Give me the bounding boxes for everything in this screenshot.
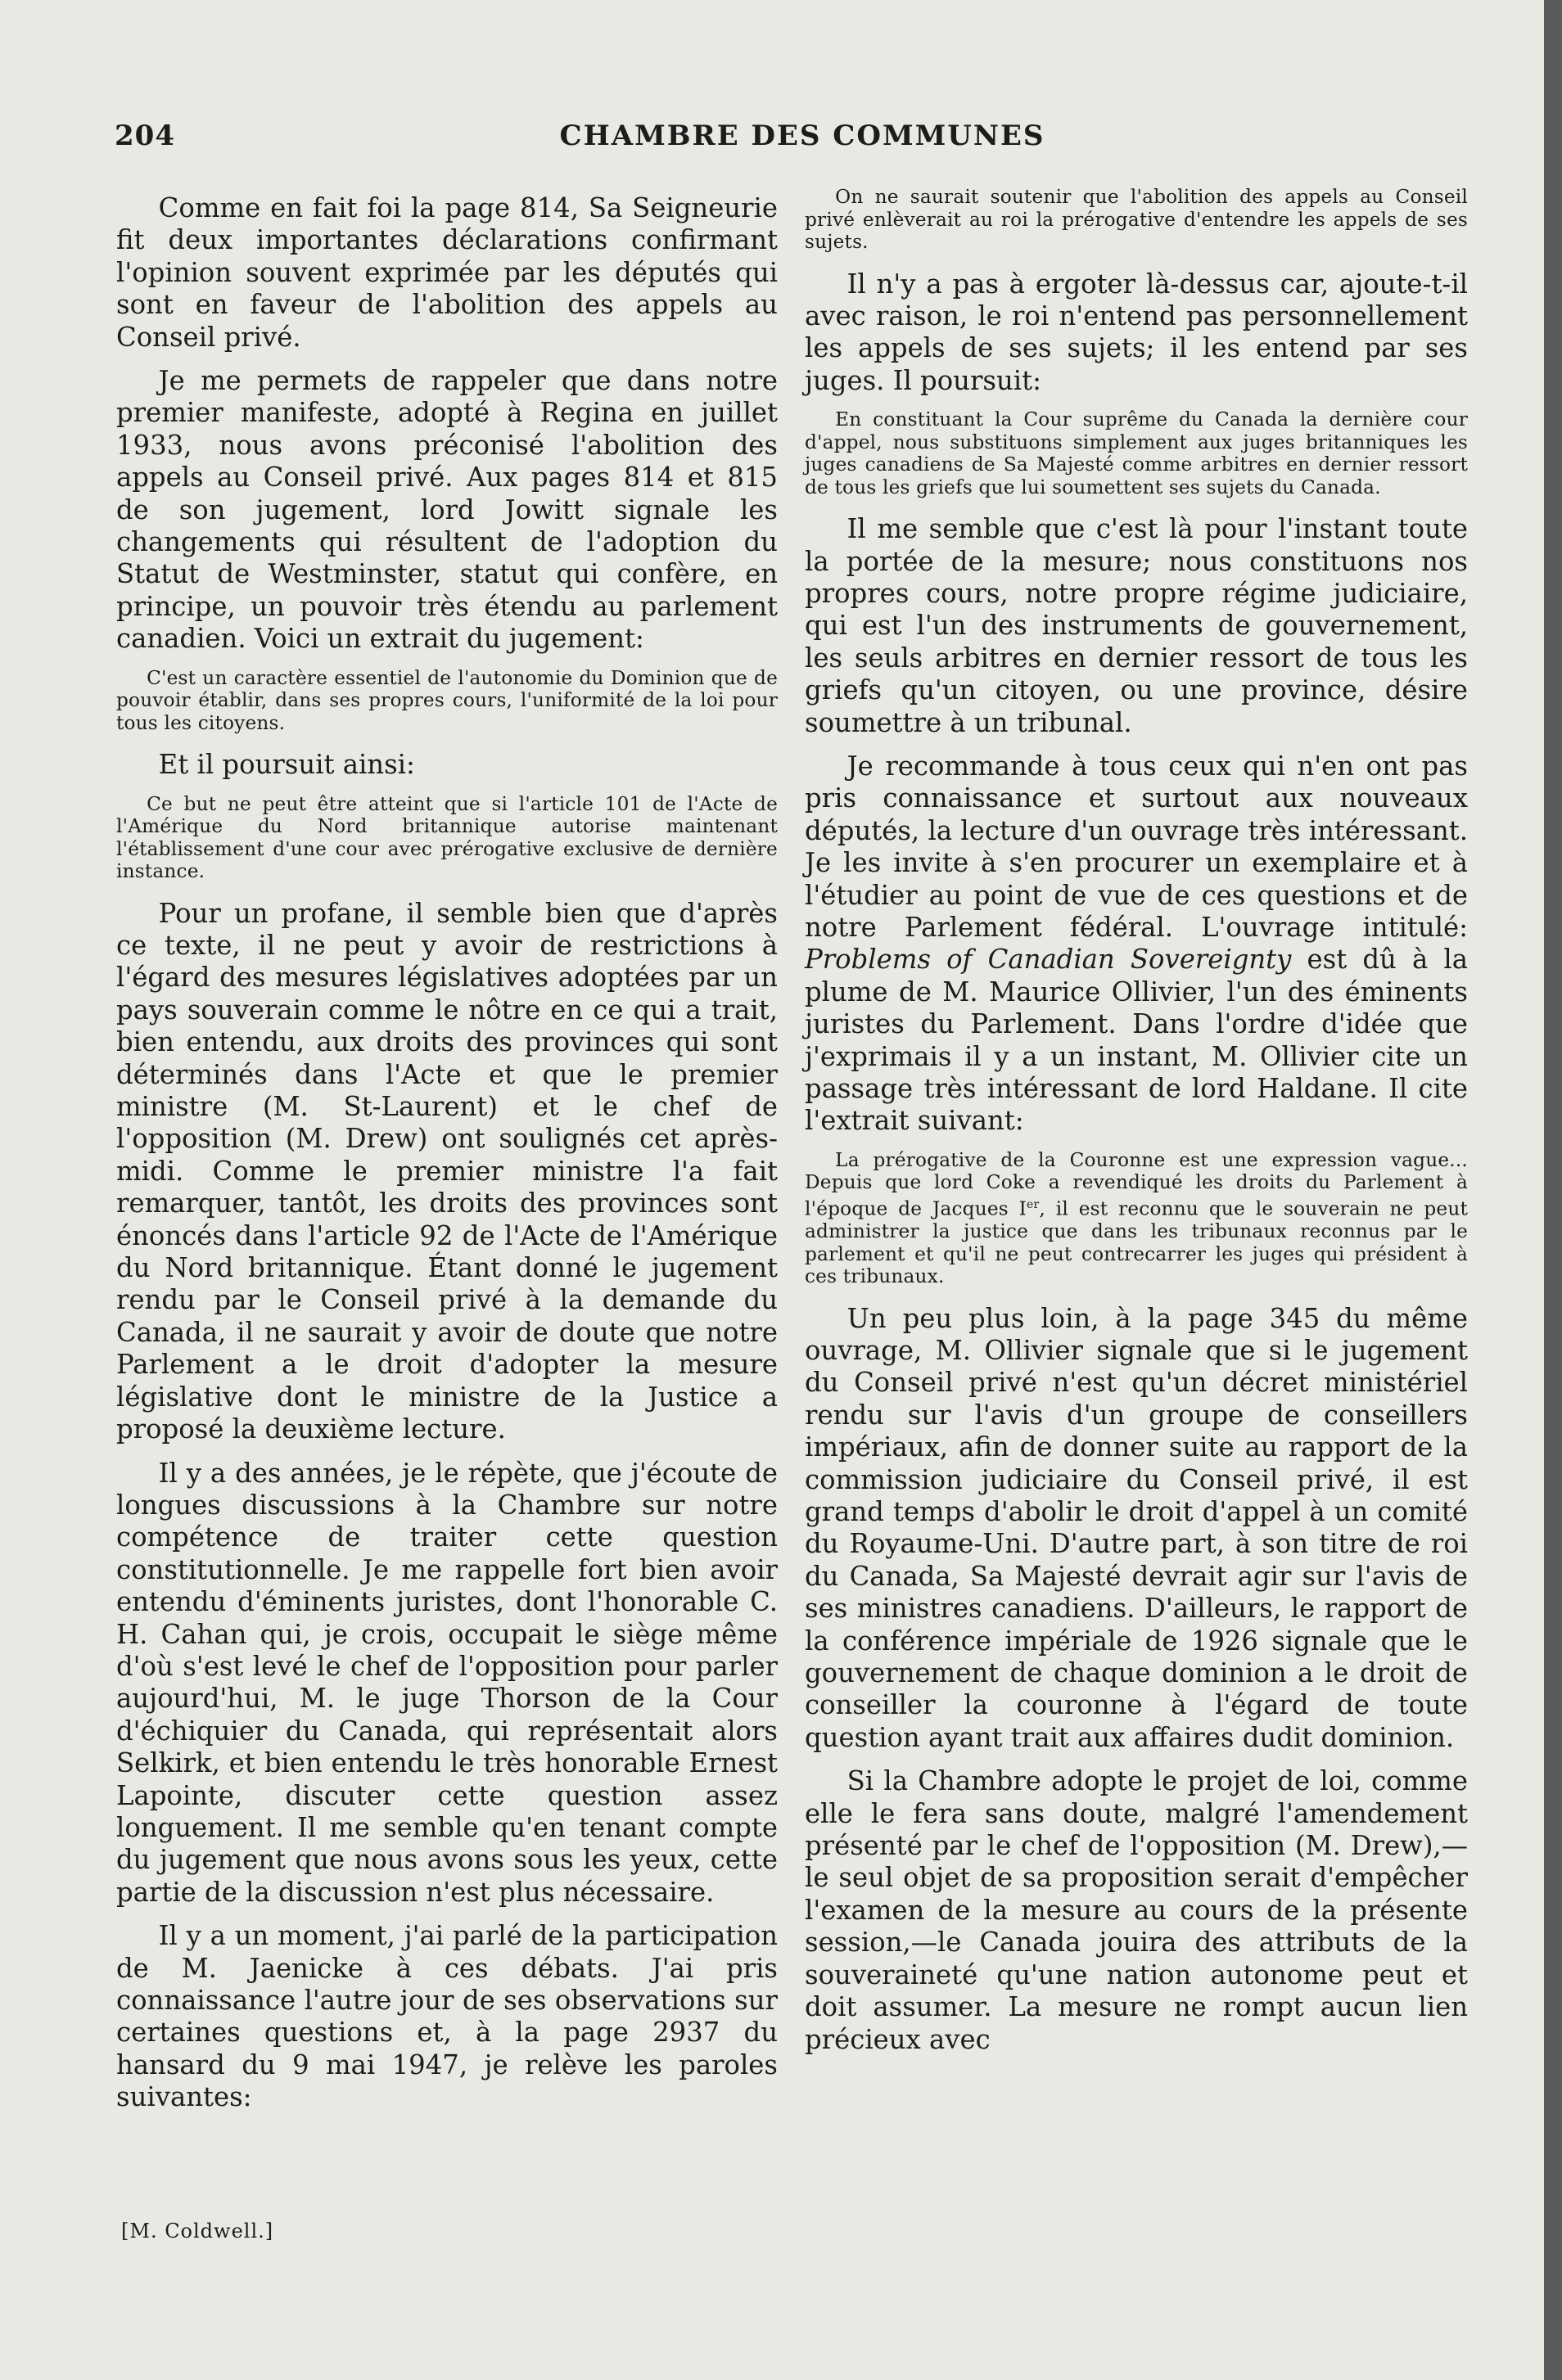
speaker-footer: [M. Coldwell.] [121,2220,274,2243]
paragraph: Et il poursuit ainsi: [158,749,415,781]
block-quote: En constituant la Cour suprême du Canada la dernière cour d'appel, nous substituons simplement aux juges britanniques les juges canadiens de Sa Majesté comme arbitres en dernier ressort de tous les griefs que lui soumettent ses sujets du Canada. [805,408,1468,498]
paragraph: Un peu plus loin, à la page 345 du même ouvrage, M. Ollivier signale que si le jugement du Conseil privé n'est qu'un décret ministériel rendu sur l'avis d'un groupe de conseillers impériaux, afin de donner suite au rapport de la commission judiciaire du Conseil privé, il est grand temps d'abolir le droit d'appel à un comité du Royaume-Uni. D'autre part, à son titre de roi du Canada, Sa Majesté devrait agir sur l'avis de ses ministres canadiens. D'ailleurs, le rapport de la conférence impériale de 1926 signale que le gouvernement de chaque dominion a le droit de conseiller la couronne à l'égard de toute question ayant trait aux affaires dudit dominion. [805,1302,1468,1753]
paragraph [805,751,1468,1138]
superscript: er [1027,1197,1040,1211]
paragraph: Il y a un moment, j'ai parlé de la participation de M. Jaenicke à ces débats. J'ai pris connaissance l'autre jour de ses observations sur certaines questions et, à la page 2937 du hansard du 9 mai 1947, je relève les paroles suivantes: [116,1920,778,2113]
block-quote: C'est un caractère essentiel de l'autonomie du Dominion que de pouvoir établir, dans ses propres cours, l'uniformité de la loi pour tous les citoyens. [116,666,778,734]
right-column [805,186,1468,2067]
scan-edge [1544,0,1562,2380]
paragraph: Comme en fait foi la page 814, Sa Seigneurie fit deux importantes déclarations confirmant l'opinion souvent exprimée par les députés qui sont en faveur de l'abolition des appels au Conseil privé. [116,192,778,353]
paragraph: Il n'y a pas à ergoter là-dessus car, ajoute-t-il avec raison, le roi n'entend pas personnellement les appels de ses sujets; il les entend par ses juges. Il poursuit: [805,268,1468,396]
left-column [116,192,778,2125]
page-number: 204 [115,119,175,152]
block-quote: Ce but ne peut être atteint que si l'article 101 de l'Acte de l'Amérique du Nord britannique autorise maintenant l'établissement d'une cour avec prérogative exclusive de dernière instance. [116,792,778,883]
paragraph: Il y a des années, je le répète, que j'écoute de longues discussions à la Chambre sur notre compétence de traiter cette question constitutionnelle. Je me rappelle fort bien avoir entendu d'éminents juristes, dont l'honorable C. H. Cahan qui, je crois, occupait le siège même d'où s'est levé le chef de l'opposition pour parler aujourd'hui, M. le juge Thorson de la Cour d'échiquier du Canada, qui représentait alors Selkirk, et bien entendu le très honorable Ernest Lapointe, discuter cette question assez longuement. Il me semble qu'en tenant compte du jugement que nous avons sous les yeux, cette partie de la discussion n'est plus nécessaire. [116,1457,778,1908]
block-quote [805,1149,1468,1288]
paragraph: Si la Chambre adopte le projet de loi, comme elle le fera sans doute, malgré l'amendement présenté par le chef de l'opposition (M. Drew),—le seul objet de sa proposition serait d'empêcher l'examen de la mesure au cours de la présente session,—le Canada jouira des attributs de la souveraineté qu'une nation autonome peut et doit assumer. La mesure ne rompt aucun lien précieux avec [805,1765,1468,2055]
paragraph: Je me permets de rappeler que dans notre premier manifeste, adopté à Regina en juillet 1933, nous avons préconisé l'abolition des appels au Conseil privé. Aux pages 814 et 815 de son jugement, lord Jowitt signale les changements qui résultent de l'adoption du Statut de Westminster, statut qui confère, en principe, un pouvoir très étendu au parlement canadien. Voici un extrait du jugement: [116,365,778,655]
block-quote: On ne saurait soutenir que l'abolition des appels au Conseil privé enlèverait au roi la prérogative d'entendre les appels de ses sujets. [805,186,1468,253]
paragraph-text: est dû à la plume de M. Maurice Ollivier, l'un des éminents juristes du Parlement. Dans l'ordre d'idée que j'exprimais il y a un instant, M. Ollivier cite un passage très intéressant de lord Haldane. Il cite l'extrait suivant: [805,944,1468,1137]
paragraph-text: Je recommande à tous ceux qui n'en ont pas pris connaissance et surtout aux nouveaux députés, la lecture d'un ouvrage très intéressant. Je les invite à s'en procurer un exemplaire et à l'étudier au point de vue de ces questions et de notre Parlement fédéral. L'ouvrage intitulé: [805,750,1468,943]
page-header [115,119,1424,162]
quote-text: La prérogative de la Couronne est une expression vague... Depuis que lord Coke a revendiqué les droits du Parlement à l'époque de Jacques I [805,1148,1468,1220]
quote-text: , il est reconnu que le souverain ne peut administrer la justice que dans les tribunaux reconnus par le parlement et qu'il ne peut contrecarrer les juges qui président à ces tribunaux. [805,1197,1468,1288]
paragraph: Il me semble que c'est là pour l'instant toute la portée de la mesure; nous constituons nos propres cours, notre propre régime judiciaire, qui est l'un des instruments de gouvernement, les seuls arbitres en dernier ressort de tous les griefs qu'un citoyen, ou une province, désire soumettre à un tribunal. [805,513,1468,738]
paragraph: Pour un profane, il semble bien que d'après ce texte, il ne peut y avoir de restrictions à l'égard des mesures législatives adoptées par un pays souverain comme le nôtre en ce qui a trait, bien entendu, aux droits des provinces qui sont déterminés dans l'Acte et que le premier ministre (M. St-Laurent) et le chef de l'opposition (M. Drew) ont soulignés cet après-midi. Comme le premier ministre l'a fait remarquer, tantôt, les droits des provinces sont énoncés dans l'article 92 de l'Acte de l'Amérique du Nord britannique. Étant donné le jugement rendu par le Conseil privé à la demande du Canada, il ne saurait y avoir de doute que notre Parlement a le droit d'adopter la mesure législative dont le ministre de la Justice a proposé la deuxième lecture. [116,897,778,1445]
book-title: Problems of Canadian Sovereignty [805,944,1292,976]
running-title: CHAMBRE DES COMMUNES [559,119,1045,152]
